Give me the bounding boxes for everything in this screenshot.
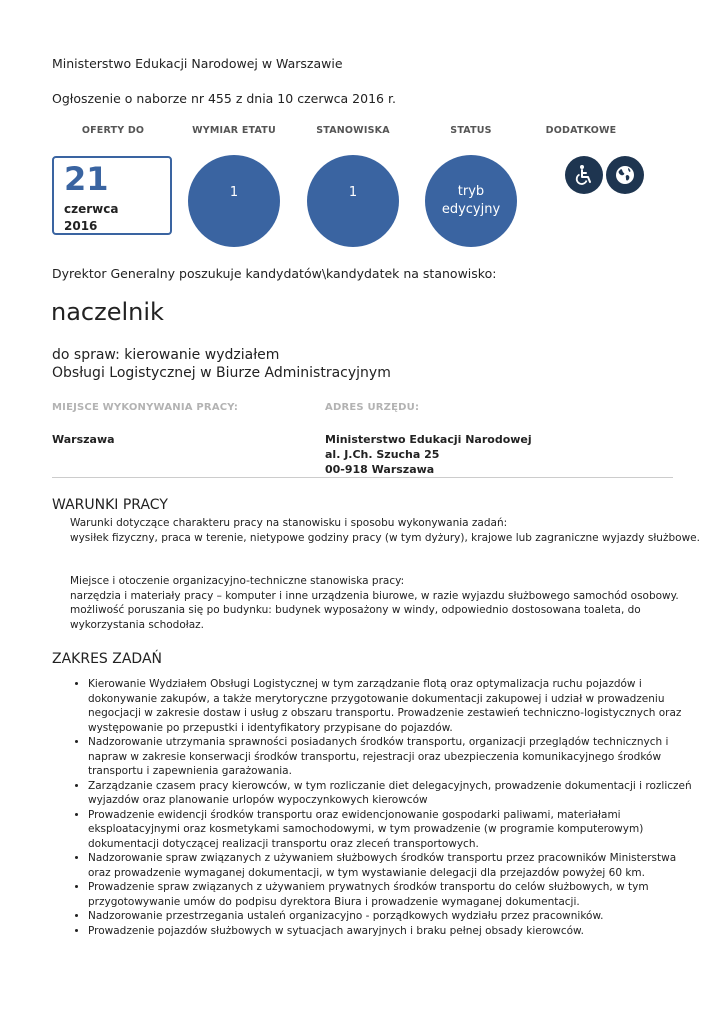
positions-circle: [307, 155, 399, 247]
deadline-month: czerwca: [64, 202, 119, 216]
label-extras: DODATKOWE: [545, 125, 617, 136]
workplace-label: MIEJSCE WYKONYWANIA PRACY:: [52, 402, 239, 413]
list-item: • Nadzorowanie utrzymania sprawności posiadanych środków transportu, organizacji przeglądów technicznych i napraw w zakresie konserwacji środków transportu, rejestracji oraz ubezpieczenia komunikacyjnego środków transportu i zapewnienia garażowania.: [88, 735, 698, 779]
list-item: • Prowadzenie spraw związanych z używaniem prywatnych środków transportu do celów służbowych, w tym przygotowywanie umów do podpisu dyrektora Biura i prowadzenie wymaganej dokumentacji.: [88, 880, 698, 909]
deadline-date-box: [52, 156, 172, 235]
list-item: • Kierowanie Wydziałem Obsługi Logistycznej w tym zarządzanie flotą oraz optymalizacja ruchu pojazdów i dokonywanie zakupów, a także merytoryczne przygotowanie dokumentacji zakupowej i udział w prowadzeniu negocjacji w zakresie dostaw i usług z obszaru transportu. Prowadzenie zestawień techniczno-logistycznych oraz występowanie po przepustki i identyfikatory przypisane do pojazdów.: [88, 677, 698, 735]
conditions-p1-text: wysiłek fizyczny, praca w terenie, nietypowe godziny pracy (w tym dyżury), krajowe lub zagraniczne wyjazdy służbowe.: [70, 532, 700, 544]
lead-text: Dyrektor Generalny poszukuje kandydatów\kandydatek na stanowisko:: [52, 266, 497, 281]
address-line2: al. J.Ch. Szucha 25: [325, 448, 440, 461]
label-status: STATUS: [450, 125, 492, 136]
globe-icon: [606, 156, 644, 194]
address-label: ADRES URZĘDU:: [325, 402, 420, 413]
conditions-p2-title: Miejsce i otoczenie organizacyjno-techniczne stanowiska pracy:: [70, 575, 405, 587]
conditions-heading: WARUNKI PRACY: [52, 497, 168, 513]
positions-value: 1: [348, 185, 358, 200]
conditions-p2-line3: wykorzystania schodołaz.: [70, 619, 205, 631]
workplace-value: Warszawa: [52, 433, 115, 446]
position-title: naczelnik: [51, 298, 164, 326]
deadline-day: 21: [64, 160, 109, 198]
position-subtitle-line2: Obsługi Logistycznej w Biurze Administracyjnym: [52, 365, 391, 381]
work-time-circle: [188, 155, 280, 247]
wheelchair-icon-glyph: [572, 163, 596, 187]
list-item: • Prowadzenie ewidencji środków transportu oraz ewidencjonowanie gospodarki paliwami, materiałami eksploatacyjnymi oraz kosmetykami samochodowymi, w tym prowadzenie (w programie komputerowym) dokumentacji dotyczącej realizacji transportu oraz zleceń transportowych.: [88, 808, 698, 852]
divider: [52, 477, 673, 478]
globe-icon-glyph: [613, 163, 637, 187]
tasks-heading: ZAKRES ZADAŃ: [52, 651, 163, 667]
status-circle: [425, 155, 517, 247]
ministry-name: Ministerstwo Edukacji Narodowej w Warszawie: [52, 56, 343, 71]
position-subtitle-line1: do spraw: kierowanie wydziałem: [52, 347, 280, 363]
deadline-year: 2016: [64, 219, 98, 233]
work-time-value: 1: [229, 185, 239, 200]
tasks-list: [70, 677, 698, 938]
wheelchair-icon: [565, 156, 603, 194]
label-positions: STANOWISKA: [316, 125, 390, 136]
status-value: tryb edycyjny: [441, 184, 501, 217]
list-item: • Nadzorowanie spraw związanych z używaniem służbowych środków transportu przez pracowników Ministerstwa oraz prowadzenie wymaganej dokumentacji, w tym wystawianie delegacji dla przejazdów powyżej 60 km.: [88, 851, 698, 880]
conditions-p2-line2: możliwość poruszania się po budynku: budynek wyposażony w windy, odpowiednio dostosowana toaleta, do: [70, 604, 641, 616]
address-line1: Ministerstwo Edukacji Narodowej: [325, 433, 532, 446]
notice-title: Ogłoszenie o naborze nr 455 z dnia 10 czerwca 2016 r.: [52, 91, 396, 106]
label-work-time: WYMIAR ETATU: [192, 125, 276, 136]
list-item: • Prowadzenie pojazdów służbowych w sytuacjach awaryjnych i braku pełnej obsady kierowców.: [88, 924, 698, 939]
conditions-p2-line1: narzędzia i materiały pracy – komputer i inne urządzenia biurowe, w razie wyjazdu służbowego samochód osobowy.: [70, 590, 679, 602]
address-line3: 00-918 Warszawa: [325, 463, 435, 476]
list-item: • Nadzorowanie przestrzegania ustaleń organizacyjno - porządkowych wydziału przez pracowników.: [88, 909, 698, 924]
conditions-p1-title: Warunki dotyczące charakteru pracy na stanowisku i sposobu wykonywania zadań:: [70, 517, 508, 529]
list-item: • Zarządzanie czasem pracy kierowców, w tym rozliczanie diet delegacyjnych, prowadzenie dokumentacji i rozliczeń wyjazdów oraz planowanie urlopów wypoczynkowych kierowców: [88, 779, 698, 808]
label-offers-until: OFERTY DO: [81, 125, 145, 136]
